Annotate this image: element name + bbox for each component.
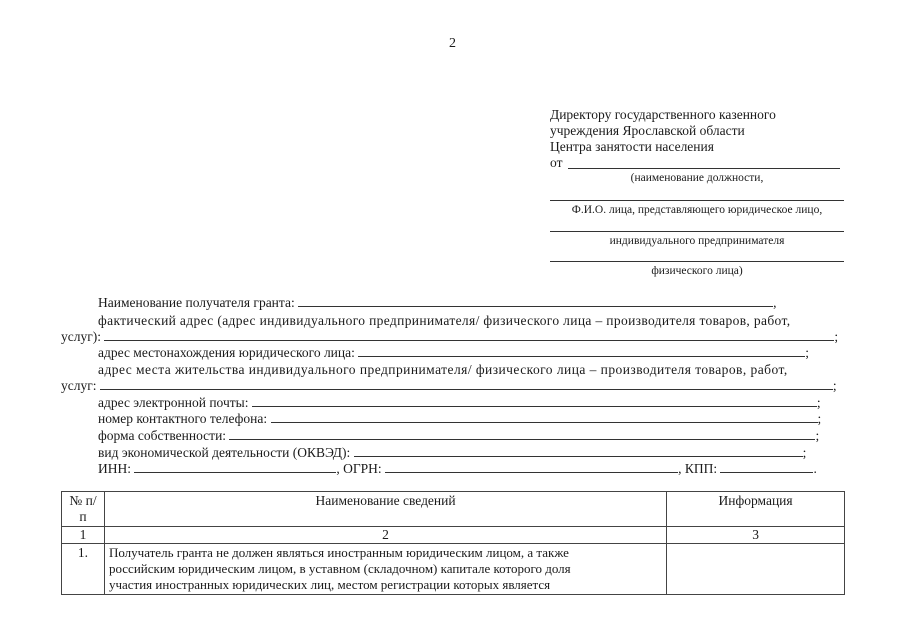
addressee-caption-3: индивидуального предпринимателя [609,235,785,247]
recipient-name-row [98,295,776,311]
addressee-caption-1: (наименование должности, [630,172,764,184]
phone-row [98,411,821,427]
phone-field[interactable] [271,411,818,423]
residence-address-row [61,378,837,394]
addressee-underline-3 [550,231,844,232]
residence-address-field[interactable] [100,378,833,390]
actual-address-field[interactable] [104,329,834,341]
kpp-label: , КПП: [678,461,718,476]
numbering-2: 2 [104,527,666,544]
table-row [62,544,845,595]
recipient-name-end: , [773,295,777,310]
residence-address-end: ; [832,378,837,393]
inn-label: ИНН: [98,461,131,476]
header-name: Наименование сведений [104,492,666,527]
header-info: Информация [667,492,845,527]
addressee-from-label: от [550,155,563,170]
page-number: 2 [449,36,456,51]
legal-address-field[interactable] [358,345,805,357]
kpp-field[interactable] [720,461,813,473]
actual-address-label-1: фактический адрес (адрес индивидуального предпринимателя/ физического лица – производителя товаров, работ, [98,313,791,328]
addressee-underline-2 [550,200,844,201]
residence-address-label-2: услуг: [61,378,97,393]
addressee-line-1: Директору государственного казенного [550,107,776,122]
ogrn-label: , ОГРН: [336,461,382,476]
row-text [104,544,666,595]
numbering-3: 3 [667,527,845,544]
actual-address-end: ; [834,329,839,344]
okved-field[interactable] [354,445,803,457]
email-field[interactable] [252,395,817,407]
addressee-line-2: учреждения Ярославской области [550,123,745,138]
residence-address-label-1: адрес места жительства индивидуального предпринимателя/ физического лица – производителя товаров, работ, [98,362,788,377]
addressee-caption-4: физического лица) [651,265,743,277]
table-numbering-row [62,527,845,544]
email-label: адрес электронной почты: [98,395,249,410]
info-table [61,491,845,595]
phone-end: ; [817,411,822,426]
phone-label: номер контактного телефона: [98,411,268,426]
email-end: ; [816,395,821,410]
actual-address-label-2: услуг): [61,329,102,344]
row-text-line-2: российским юридическим лицом, в уставном (складочном) капитале которого доля [108,561,571,576]
legal-address-label: адрес местонахождения юридического лица: [98,345,355,360]
addressee-caption-2: Ф.И.О. лица, представляющего юридическое лицо, [571,204,823,216]
inn-field[interactable] [134,461,336,473]
row-info-cell[interactable] [667,544,845,595]
ownership-label: форма собственности: [98,428,227,443]
addressee-underline-4 [550,261,844,262]
okved-row [98,445,806,461]
recipient-name-label: Наименование получателя гранта: [98,295,295,310]
ownership-row [98,428,819,444]
ownership-end: ; [815,428,820,443]
legal-address-end: ; [805,345,810,360]
okved-label: вид экономической деятельности (ОКВЭД): [98,445,351,460]
from-underline [568,168,840,169]
numbering-1: 1 [62,527,105,544]
row-number: 1. [62,544,105,595]
row-text-line-3: участия иностранных юридических лиц, местом регистрации которых является [108,577,551,592]
ownership-field[interactable] [229,428,815,440]
legal-address-row [98,345,809,361]
requisites-end: . [813,461,817,476]
requisites-row [98,461,817,477]
table-header-row [62,492,845,527]
row-text-line-1: Получатель гранта не должен являться иностранным юридическим лицом, а также [108,545,569,560]
ogrn-field[interactable] [385,461,678,473]
okved-end: ; [802,445,807,460]
recipient-name-field[interactable] [298,295,773,307]
addressee-line-3: Центра занятости населения [550,139,714,154]
email-row [98,395,821,411]
actual-address-row [61,329,838,345]
header-number: № п/п [62,492,105,527]
